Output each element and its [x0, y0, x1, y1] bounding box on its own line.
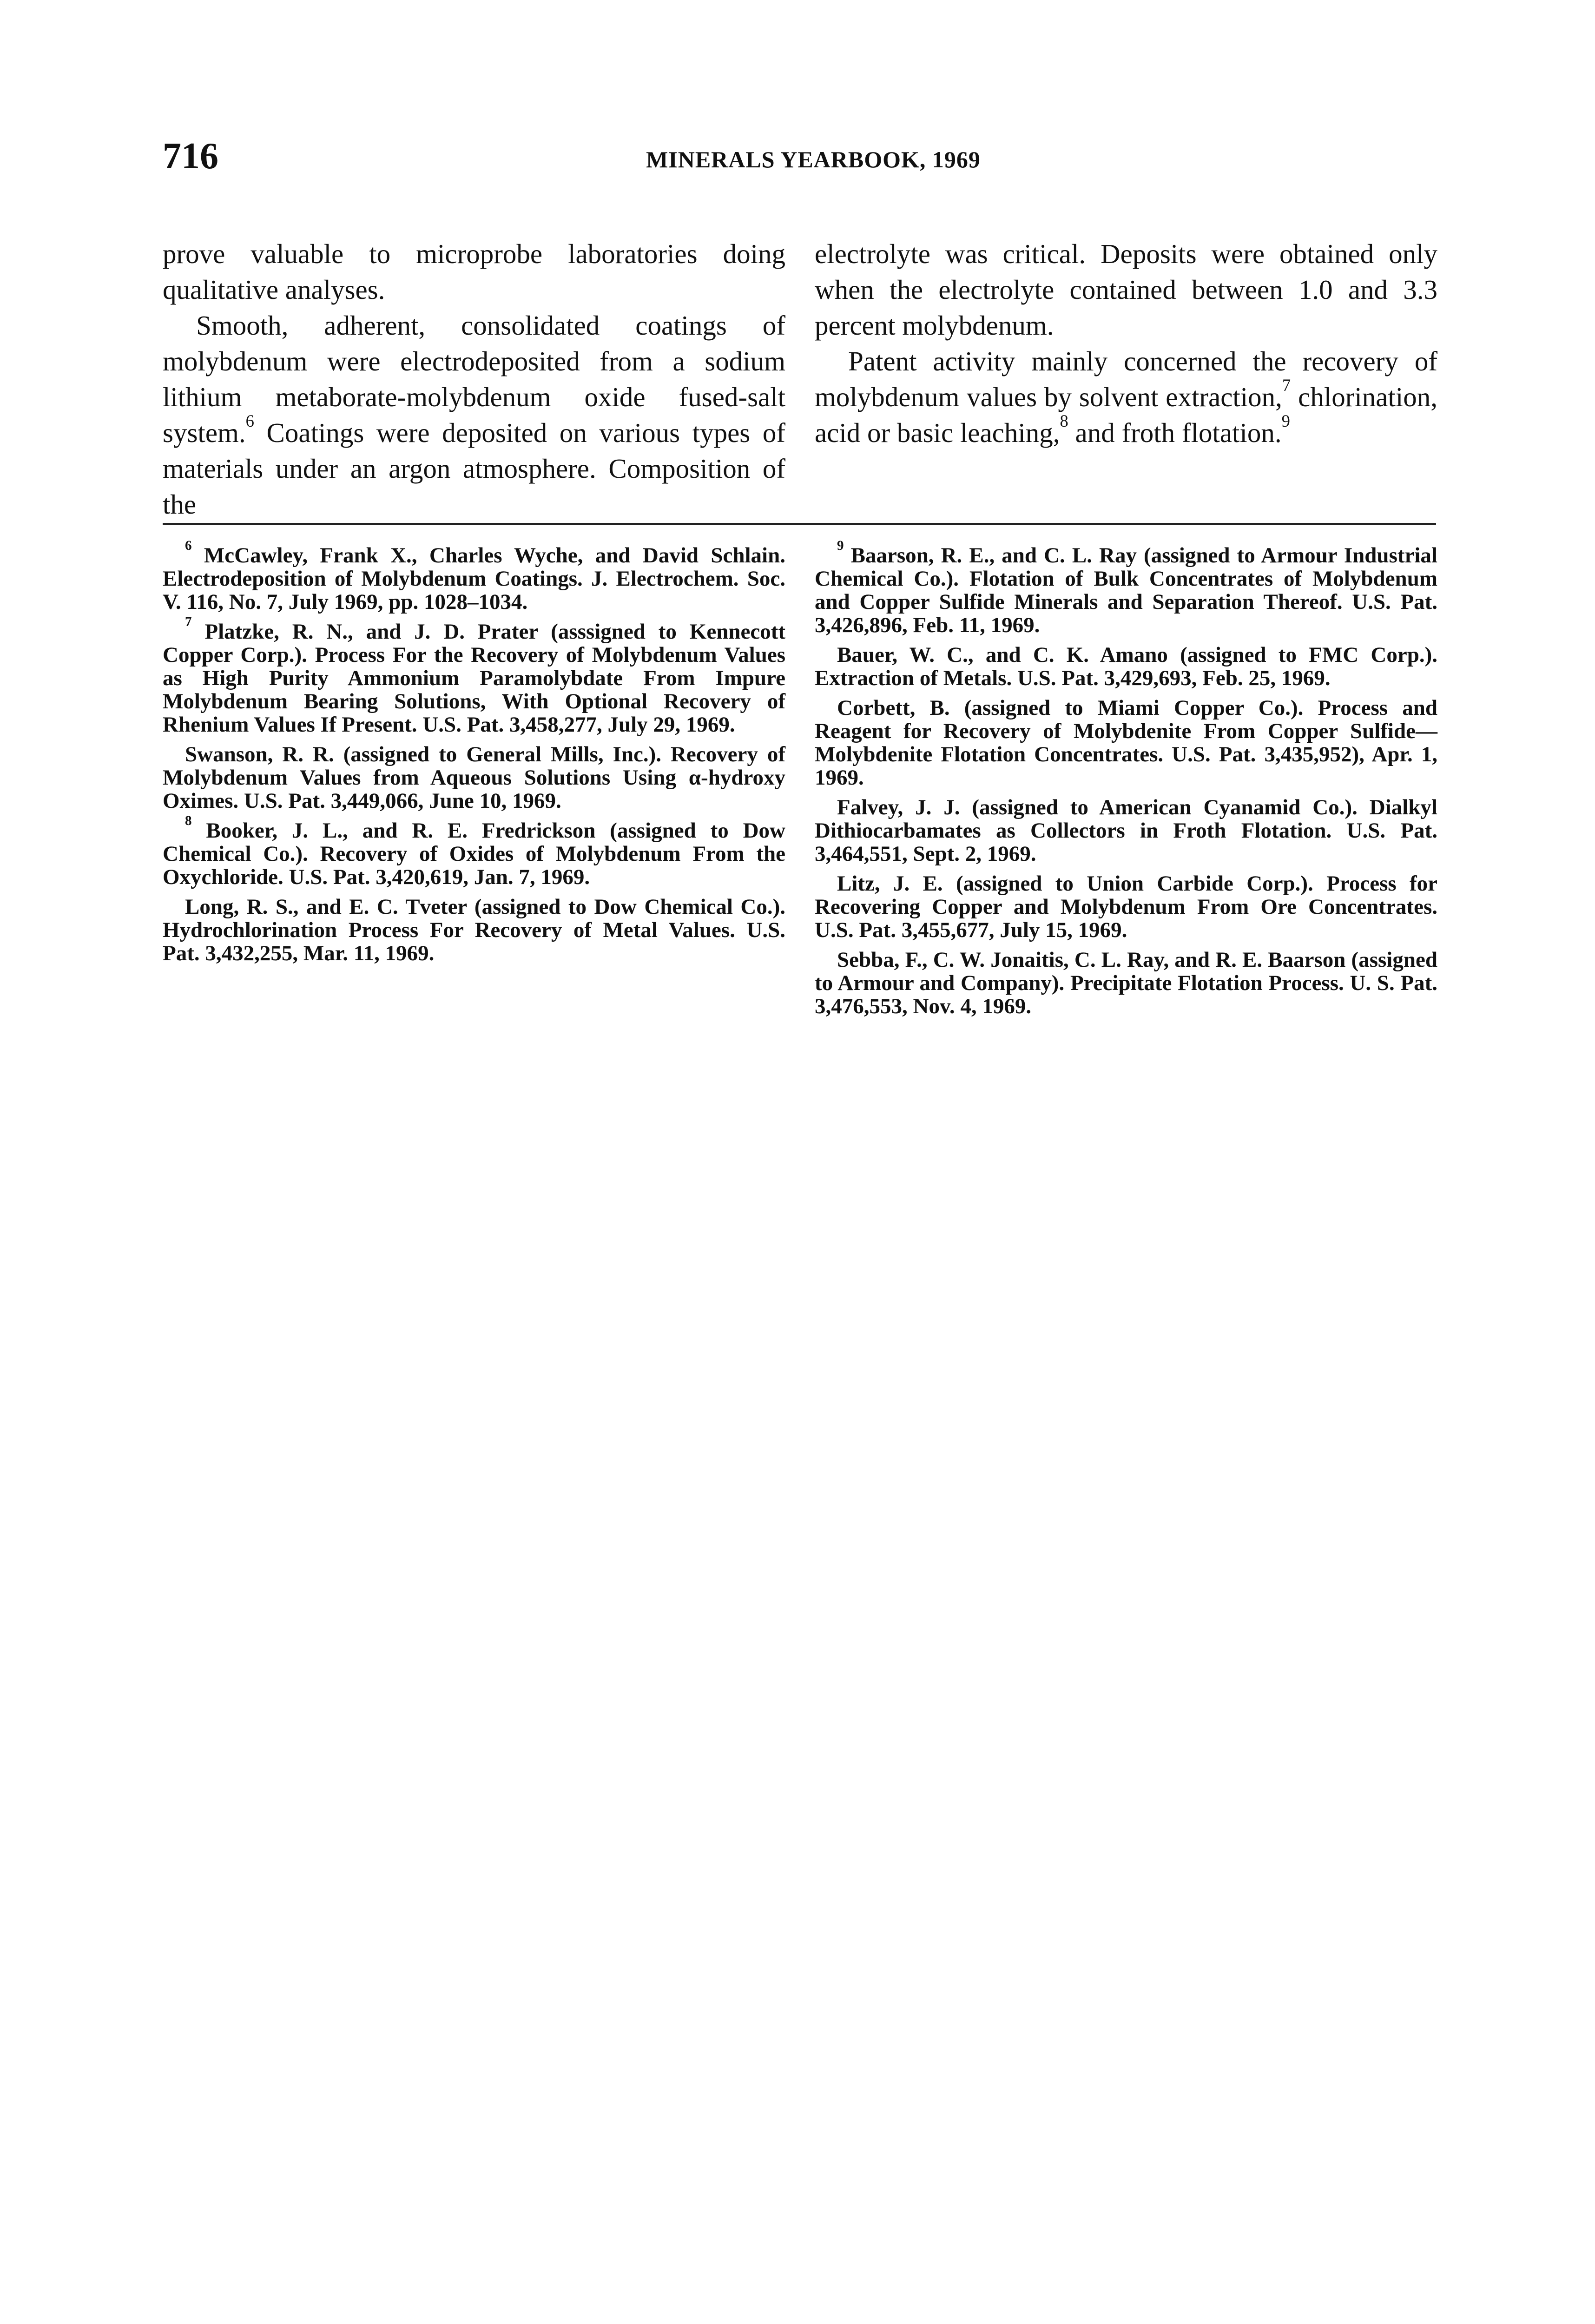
footnote-reference[interactable]: 7	[1282, 375, 1291, 395]
body-paragraph	[163, 308, 785, 522]
footnote-marker: 7	[185, 614, 192, 630]
footnote	[815, 872, 1437, 942]
footnote-text: Platzke, R. N., and J. D. Prater (asssigned to Kennecott Copper Corp.). Process For the Recovery of Molybdenum Values as High Purity Ammonium Paramolybdate From Impure Molybdenum Bearing Solutions, With Optional Recovery of Rhenium Values If Present. U.S. Pat. 3,458,277, July 29, 1969.	[163, 620, 785, 737]
footnote	[815, 696, 1437, 789]
footnote-marker: 6	[185, 538, 192, 554]
footnote-text: Swanson, R. R. (assigned to General Mills, Inc.). Recovery of Molybdenum Values from Aqueous Solutions Using α-hydroxy Oximes. U.S. Pat. 3,449,066, June 10, 1969.	[163, 742, 785, 813]
footnote-reference[interactable]: 8	[1060, 411, 1068, 430]
body-column-left	[163, 236, 785, 522]
footnote-reference[interactable]: 9	[1281, 411, 1290, 430]
footnotes-right	[815, 538, 1437, 1024]
footnote	[815, 643, 1437, 690]
paragraph-text: Coatings were deposited on various types of materials under an argon atmosphere. Composition of the	[163, 417, 785, 520]
footnote	[815, 538, 1437, 637]
footnote-text: McCawley, Frank X., Charles Wyche, and David Schlain. Electrodeposition of Molybdenum Coatings. J. Electrochem. Soc. V. 116, No. 7, July 1969, pp. 1028–1034.	[163, 543, 785, 614]
body-paragraph	[815, 343, 1437, 451]
paragraph-text: and froth flotation.	[1068, 417, 1282, 448]
footnote	[815, 796, 1437, 865]
footnote-text: Litz, J. E. (assigned to Union Carbide Corp.). Process for Recovering Copper and Molybdenum From Ore Concentrates. U.S. Pat. 3,455,677, July 15, 1969.	[815, 872, 1437, 942]
paragraph-text: Patent activity mainly concerned the recovery of molybdenum values by solvent extraction,	[815, 346, 1437, 412]
footnote-text: Long, R. S., and E. C. Tveter (assigned to Dow Chemical Co.). Hydrochlorination Process For Recovery of Metal Values. U.S. Pat. 3,432,255, Mar. 11, 1969.	[163, 895, 785, 965]
footnote	[163, 895, 785, 965]
footnote	[815, 948, 1437, 1018]
footnote-divider	[163, 523, 1436, 525]
body-paragraph: electrolyte was critical. Deposits were obtained only when the electrolyte contained between 1.0 and 3.3 percent molybdenum.	[815, 238, 1437, 341]
body-paragraph: prove valuable to microprobe laboratories doing qualitative analyses.	[163, 238, 785, 305]
paragraph-text: chlorination, acid or basic leaching,	[815, 382, 1437, 448]
page-number: 716	[163, 136, 218, 177]
footnote-text: Booker, J. L., and R. E. Fredrickson (assigned to Dow Chemical Co.). Recovery of Oxides of Molybdenum From the Oxychloride. U.S. Pat. 3,420,619, Jan. 7, 1969.	[163, 819, 785, 889]
footnote	[163, 813, 785, 889]
footnote	[163, 743, 785, 812]
footnote-marker: 8	[185, 813, 192, 829]
footnote	[163, 538, 785, 614]
footnote-text: Baarson, R. E., and C. L. Ray (assigned to Armour Industrial Chemical Co.). Flotation of Bulk Concentrates of Molybdenum and Copper Sulfide Minerals and Separation Thereof. U.S. Pat. 3,426,896, Feb. 11, 1969.	[815, 543, 1437, 637]
footnote-text: Sebba, F., C. W. Jonaitis, C. L. Ray, and R. E. Baarson (assigned to Armour and Company). Precipitate Flotation Process. U. S. Pat. 3,476,553, Nov. 4, 1969.	[815, 948, 1437, 1018]
paragraph-text: Smooth, adherent, consolidated coatings of molybdenum were electrodeposited from a sodium lithium metaborate-molybdenum oxide fused-salt system.	[163, 310, 785, 448]
footnote-reference[interactable]: 6	[245, 411, 254, 430]
running-head: MINERALS YEARBOOK, 1969	[646, 146, 981, 172]
footnote-text: Corbett, B. (assigned to Miami Copper Co.). Process and Reagent for Recovery of Molybdenite From Copper Sulfide—Molybdenite Flotation Concentrates. U.S. Pat. 3,435,952), Apr. 1, 1969.	[815, 696, 1437, 790]
footnote-text: Falvey, J. J. (assigned to American Cyanamid Co.). Dialkyl Dithiocarbamates as Collectors in Froth Flotation. U.S. Pat. 3,464,551, Sept. 2, 1969.	[815, 795, 1437, 866]
footnote	[163, 614, 785, 737]
body-column-right	[815, 236, 1437, 451]
footnote-marker: 9	[837, 538, 844, 554]
footnote-text: Bauer, W. C., and C. K. Amano (assigned to FMC Corp.). Extraction of Metals. U.S. Pat. 3,429,693, Feb. 25, 1969.	[815, 643, 1437, 690]
footnotes-left	[163, 538, 785, 971]
